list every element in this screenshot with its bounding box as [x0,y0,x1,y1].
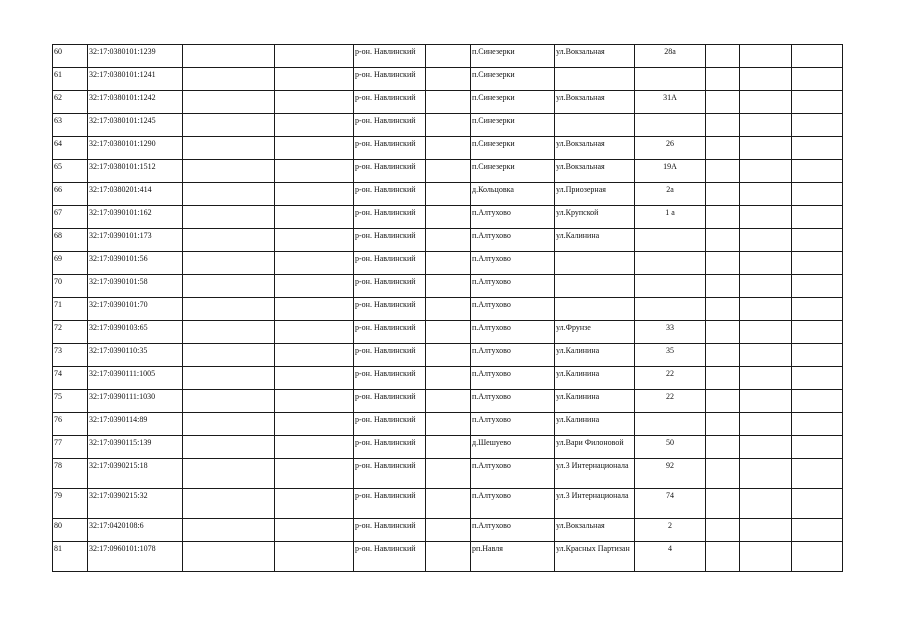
empty-cell [183,275,275,298]
house-number: 28а [635,45,706,68]
house-number: 22 [635,367,706,390]
table-row [53,206,843,229]
empty-cell [740,344,792,367]
cadastral-number: 32:17:0960101:1078 [88,542,183,572]
street: ул.Вокзальная [555,45,635,68]
empty-cell [706,390,740,413]
street: ул.Красных Партизан [555,542,635,572]
cadastral-number: 32:17:0380101:1512 [88,160,183,183]
registry-sheet [52,44,843,572]
street [555,275,635,298]
locality: п.Алтухово [471,413,555,436]
empty-cell [706,206,740,229]
cadastral-number: 32:17:0380101:1241 [88,68,183,91]
empty-cell [740,542,792,572]
row-number: 64 [53,137,88,160]
empty-cell [275,413,354,436]
empty-cell [426,45,471,68]
empty-cell [792,229,843,252]
empty-cell [740,252,792,275]
cadastral-number: 32:17:0390101:70 [88,298,183,321]
district: р-он. Навлинский [354,344,426,367]
empty-cell [275,298,354,321]
empty-cell [792,413,843,436]
cadastral-number: 32:17:0390101:173 [88,229,183,252]
empty-cell [706,459,740,489]
district: р-он. Навлинский [354,137,426,160]
empty-cell [706,275,740,298]
table-row [53,542,843,572]
street: ул.Вокзальная [555,519,635,542]
empty-cell [792,542,843,572]
district: р-он. Навлинский [354,275,426,298]
empty-cell [426,321,471,344]
empty-cell [706,542,740,572]
locality: п.Алтухово [471,298,555,321]
table-row [53,275,843,298]
empty-cell [426,390,471,413]
street [555,252,635,275]
locality: п.Алтухово [471,367,555,390]
empty-cell [792,298,843,321]
empty-cell [740,206,792,229]
empty-cell [792,160,843,183]
house-number: 33 [635,321,706,344]
locality: п.Синезерки [471,114,555,137]
registry-body [53,45,843,572]
house-number: 2 [635,519,706,542]
table-row [53,298,843,321]
district: р-он. Навлинский [354,206,426,229]
district: р-он. Навлинский [354,91,426,114]
empty-cell [792,344,843,367]
district: р-он. Навлинский [354,321,426,344]
district: р-он. Навлинский [354,542,426,572]
empty-cell [740,275,792,298]
row-number: 66 [53,183,88,206]
empty-cell [275,519,354,542]
empty-cell [792,137,843,160]
empty-cell [706,160,740,183]
locality: п.Алтухово [471,344,555,367]
empty-cell [792,252,843,275]
street: ул.Калинина [555,413,635,436]
table-row [53,413,843,436]
house-number: 31А [635,91,706,114]
empty-cell [426,137,471,160]
locality: п.Алтухово [471,321,555,344]
empty-cell [183,321,275,344]
row-number: 72 [53,321,88,344]
locality: п.Синезерки [471,45,555,68]
street [555,298,635,321]
street: ул.Вокзальная [555,160,635,183]
locality: п.Алтухово [471,229,555,252]
table-row [53,367,843,390]
district: р-он. Навлинский [354,459,426,489]
row-number: 61 [53,68,88,91]
row-number: 74 [53,367,88,390]
empty-cell [183,489,275,519]
house-number: 35 [635,344,706,367]
empty-cell [275,542,354,572]
empty-cell [183,91,275,114]
street [555,68,635,91]
cadastral-number: 32:17:0390111:1005 [88,367,183,390]
empty-cell [706,137,740,160]
empty-cell [426,489,471,519]
empty-cell [183,45,275,68]
district: р-он. Навлинский [354,436,426,459]
empty-cell [183,114,275,137]
district: р-он. Навлинский [354,367,426,390]
house-number: 92 [635,459,706,489]
empty-cell [275,489,354,519]
district: р-он. Навлинский [354,45,426,68]
empty-cell [706,229,740,252]
empty-cell [740,519,792,542]
empty-cell [706,344,740,367]
empty-cell [792,275,843,298]
table-row [53,91,843,114]
cadastral-number: 32:17:0390101:56 [88,252,183,275]
table-row [53,252,843,275]
row-number: 79 [53,489,88,519]
locality: п.Синезерки [471,160,555,183]
table-row [53,459,843,489]
empty-cell [706,45,740,68]
district: р-он. Навлинский [354,413,426,436]
house-number [635,275,706,298]
empty-cell [426,229,471,252]
cadastral-number: 32:17:0390111:1030 [88,390,183,413]
empty-cell [740,459,792,489]
empty-cell [183,519,275,542]
empty-cell [740,436,792,459]
empty-cell [275,183,354,206]
row-number: 70 [53,275,88,298]
empty-cell [275,390,354,413]
street: ул.Калинина [555,367,635,390]
locality: п.Синезерки [471,68,555,91]
row-number: 67 [53,206,88,229]
empty-cell [426,344,471,367]
empty-cell [275,160,354,183]
empty-cell [792,489,843,519]
empty-cell [183,68,275,91]
locality: п.Алтухово [471,519,555,542]
cadastral-number: 32:17:0380101:1245 [88,114,183,137]
table-row [53,344,843,367]
street: ул.Крупской [555,206,635,229]
house-number [635,298,706,321]
row-number: 80 [53,519,88,542]
empty-cell [740,137,792,160]
empty-cell [706,413,740,436]
cadastral-number: 32:17:0390215:32 [88,489,183,519]
empty-cell [740,367,792,390]
house-number [635,252,706,275]
empty-cell [740,229,792,252]
empty-cell [183,367,275,390]
empty-cell [706,183,740,206]
district: р-он. Навлинский [354,489,426,519]
empty-cell [740,413,792,436]
street: ул.Приозерная [555,183,635,206]
empty-cell [792,367,843,390]
table-row [53,390,843,413]
district: р-он. Навлинский [354,114,426,137]
empty-cell [183,436,275,459]
table-row [53,160,843,183]
house-number: 1 а [635,206,706,229]
empty-cell [792,436,843,459]
table-row [53,436,843,459]
empty-cell [792,183,843,206]
district: р-он. Навлинский [354,68,426,91]
table-row [53,137,843,160]
row-number: 78 [53,459,88,489]
empty-cell [426,298,471,321]
locality: п.Алтухово [471,489,555,519]
empty-cell [275,344,354,367]
district: р-он. Навлинский [354,252,426,275]
empty-cell [740,160,792,183]
row-number: 60 [53,45,88,68]
empty-cell [792,91,843,114]
empty-cell [426,436,471,459]
empty-cell [183,542,275,572]
empty-cell [183,137,275,160]
empty-cell [183,390,275,413]
house-number: 19А [635,160,706,183]
locality: п.Алтухово [471,252,555,275]
house-number: 2а [635,183,706,206]
table-row [53,183,843,206]
district: р-он. Навлинский [354,390,426,413]
street [555,114,635,137]
house-number: 4 [635,542,706,572]
locality: д.Кольцовка [471,183,555,206]
empty-cell [740,91,792,114]
empty-cell [792,459,843,489]
row-number: 71 [53,298,88,321]
empty-cell [275,91,354,114]
empty-cell [792,206,843,229]
empty-cell [275,68,354,91]
house-number: 22 [635,390,706,413]
empty-cell [426,160,471,183]
empty-cell [706,436,740,459]
row-number: 75 [53,390,88,413]
street: ул.Фрунзе [555,321,635,344]
empty-cell [275,45,354,68]
house-number [635,68,706,91]
row-number: 76 [53,413,88,436]
cadastral-number: 32:17:0380201:414 [88,183,183,206]
empty-cell [426,275,471,298]
empty-cell [426,459,471,489]
table-row [53,519,843,542]
row-number: 77 [53,436,88,459]
empty-cell [275,436,354,459]
table-row [53,321,843,344]
locality: п.Синезерки [471,91,555,114]
empty-cell [792,390,843,413]
district: р-он. Навлинский [354,519,426,542]
empty-cell [740,298,792,321]
house-number: 26 [635,137,706,160]
empty-cell [426,91,471,114]
locality: п.Алтухово [471,459,555,489]
empty-cell [275,367,354,390]
row-number: 73 [53,344,88,367]
empty-cell [426,206,471,229]
row-number: 69 [53,252,88,275]
empty-cell [792,45,843,68]
empty-cell [183,459,275,489]
empty-cell [706,321,740,344]
empty-cell [426,519,471,542]
empty-cell [740,114,792,137]
house-number [635,413,706,436]
empty-cell [426,252,471,275]
row-number: 81 [53,542,88,572]
empty-cell [740,45,792,68]
cadastral-number: 32:17:0380101:1290 [88,137,183,160]
empty-cell [706,519,740,542]
empty-cell [740,68,792,91]
empty-cell [792,68,843,91]
district: р-он. Навлинский [354,183,426,206]
table-row [53,489,843,519]
cadastral-number: 32:17:0390103:65 [88,321,183,344]
empty-cell [426,542,471,572]
empty-cell [183,298,275,321]
empty-cell [275,275,354,298]
empty-cell [275,206,354,229]
cadastral-number: 32:17:0420108:6 [88,519,183,542]
empty-cell [183,344,275,367]
empty-cell [706,91,740,114]
empty-cell [275,321,354,344]
empty-cell [792,321,843,344]
district: р-он. Навлинский [354,229,426,252]
empty-cell [426,68,471,91]
empty-cell [740,489,792,519]
table-row [53,229,843,252]
house-number: 50 [635,436,706,459]
empty-cell [275,229,354,252]
locality: п.Алтухово [471,390,555,413]
empty-cell [426,183,471,206]
empty-cell [740,321,792,344]
street: ул.Вокзальная [555,91,635,114]
empty-cell [426,413,471,436]
empty-cell [275,114,354,137]
property-registry-table [52,44,843,572]
table-row [53,68,843,91]
cadastral-number: 32:17:0380101:1242 [88,91,183,114]
district: р-он. Навлинский [354,298,426,321]
house-number: 74 [635,489,706,519]
empty-cell [706,367,740,390]
empty-cell [183,183,275,206]
empty-cell [792,114,843,137]
empty-cell [183,252,275,275]
locality: п.Алтухово [471,275,555,298]
locality: п.Алтухово [471,206,555,229]
table-row [53,114,843,137]
row-number: 62 [53,91,88,114]
street: ул.Калинина [555,390,635,413]
row-number: 65 [53,160,88,183]
empty-cell [183,229,275,252]
empty-cell [275,252,354,275]
row-number: 68 [53,229,88,252]
empty-cell [183,160,275,183]
empty-cell [706,252,740,275]
street: ул.Калинина [555,229,635,252]
empty-cell [183,413,275,436]
empty-cell [706,114,740,137]
street: ул.3 Интернационала [555,459,635,489]
street: ул.Калинина [555,344,635,367]
empty-cell [706,298,740,321]
locality: рп.Навля [471,542,555,572]
cadastral-number: 32:17:0390101:58 [88,275,183,298]
street: ул.Вокзальная [555,137,635,160]
empty-cell [426,367,471,390]
cadastral-number: 32:17:0390110:35 [88,344,183,367]
cadastral-number: 32:17:0380101:1239 [88,45,183,68]
district: р-он. Навлинский [354,160,426,183]
cadastral-number: 32:17:0390101:162 [88,206,183,229]
house-number [635,114,706,137]
empty-cell [275,137,354,160]
street: ул.Вари Филоновой [555,436,635,459]
empty-cell [183,206,275,229]
empty-cell [426,114,471,137]
cadastral-number: 32:17:0390215:18 [88,459,183,489]
empty-cell [740,390,792,413]
empty-cell [706,68,740,91]
table-row [53,45,843,68]
empty-cell [740,183,792,206]
house-number [635,229,706,252]
locality: п.Синезерки [471,137,555,160]
street: ул.3 Интернационала [555,489,635,519]
row-number: 63 [53,114,88,137]
empty-cell [275,459,354,489]
locality: д.Шешуево [471,436,555,459]
empty-cell [706,489,740,519]
cadastral-number: 32:17:0390114:89 [88,413,183,436]
cadastral-number: 32:17:0390115:139 [88,436,183,459]
empty-cell [792,519,843,542]
